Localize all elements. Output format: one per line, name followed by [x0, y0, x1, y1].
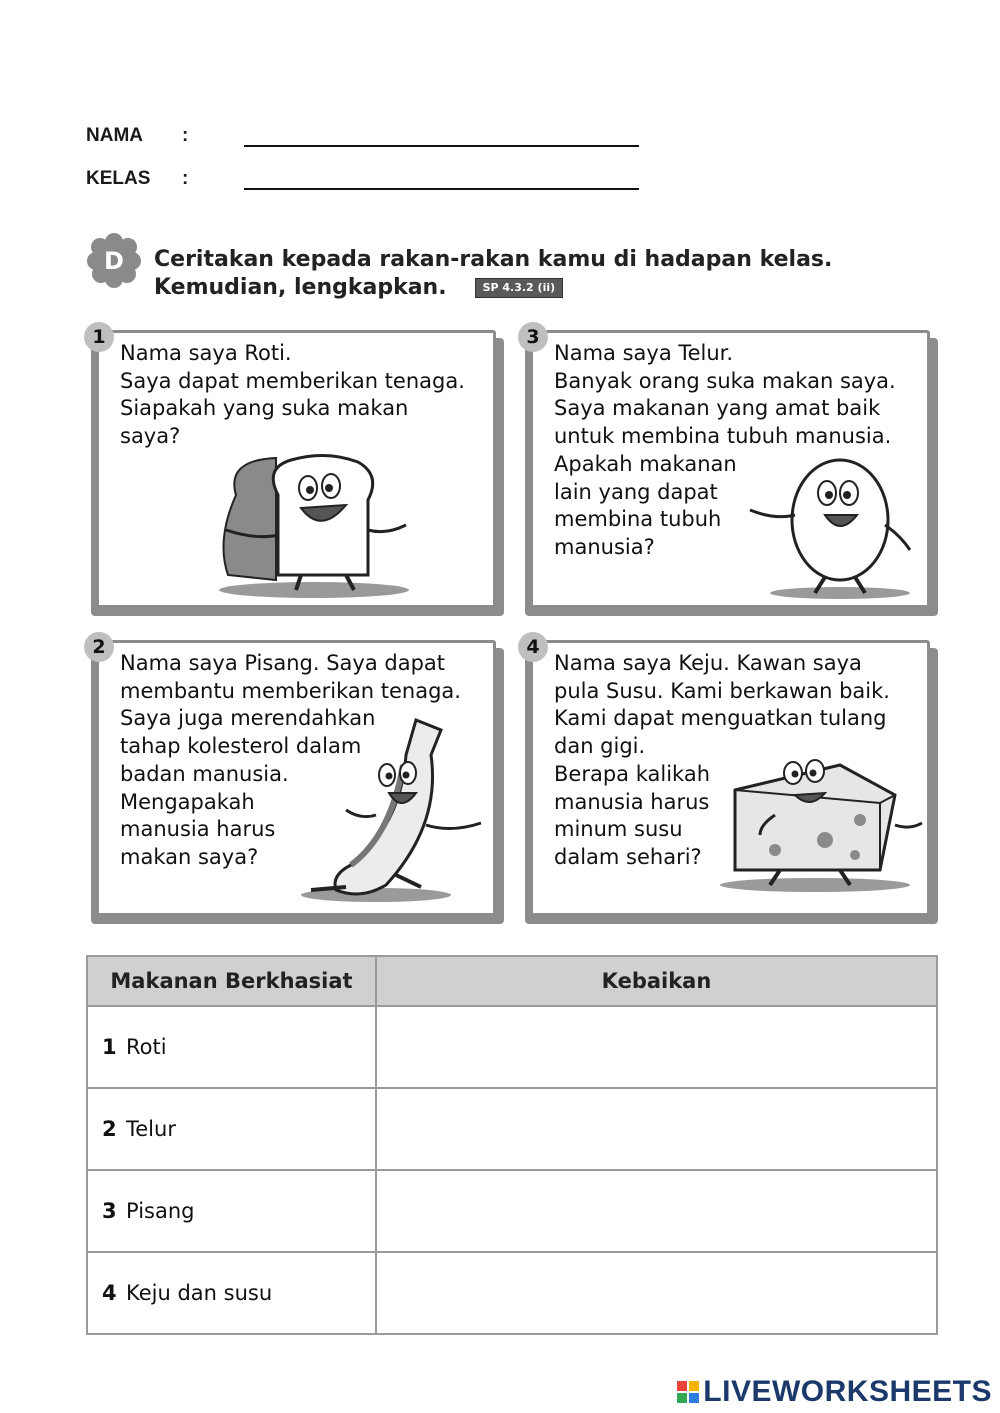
section-letter: D — [104, 247, 124, 275]
table-row — [87, 1006, 937, 1088]
instruction — [154, 246, 832, 302]
row-number: 1 — [102, 1035, 117, 1059]
panel-line: untuk membina tubuh manusia. — [554, 424, 892, 449]
name-input-line[interactable] — [244, 145, 639, 147]
panel-line: minum susu — [554, 817, 683, 842]
row-number: 4 — [102, 1281, 117, 1305]
panel-line: dalam sehari? — [554, 844, 702, 869]
row-number: 3 — [102, 1199, 117, 1223]
table-header-row — [87, 956, 937, 1006]
panel-line: Berapa kalikah — [554, 761, 711, 786]
name-colon: : — [182, 125, 189, 146]
panel-line: Saya dapat memberikan tenaga. — [120, 368, 465, 393]
class-label: KELAS — [86, 168, 151, 189]
liveworksheets-grid-icon — [677, 1381, 699, 1403]
nutrition-table — [86, 955, 938, 1335]
panel-line: Nama saya Keju. Kawan saya — [554, 651, 862, 675]
food-name: Telur — [126, 1117, 176, 1141]
panel-line: lain yang dapat — [554, 479, 718, 504]
panel-line: manusia harus — [554, 789, 710, 814]
panel-line: manusia harus — [120, 817, 276, 842]
panel-line: Siapakah yang suka makan — [120, 396, 409, 421]
panel-line: Saya juga merendahkan — [120, 706, 376, 731]
benefit-answer-field[interactable] — [376, 1006, 937, 1088]
standard-tag: SP 4.3.2 (ii) — [475, 278, 564, 298]
row-number: 2 — [102, 1117, 117, 1141]
panel-number: 1 — [84, 322, 114, 352]
food-cell — [87, 1170, 376, 1252]
table-header-food: Makanan Berkhasiat — [87, 956, 376, 1006]
instruction-line-1: Ceritakan kepada rakan-rakan kamu di hadapan kelas. — [154, 247, 833, 272]
table-row — [87, 1088, 937, 1170]
banana-character-icon — [291, 715, 491, 910]
panel-text — [120, 340, 465, 451]
class-colon: : — [182, 168, 189, 189]
benefit-answer-field[interactable] — [376, 1088, 937, 1170]
panel-line: dan gigi. — [554, 734, 646, 759]
table-header-benefit: Kebaikan — [376, 956, 937, 1006]
instruction-line-2 — [154, 274, 832, 302]
section-badge-icon — [86, 232, 142, 288]
egg-character-icon — [745, 455, 925, 600]
panel-roti — [92, 326, 496, 608]
panel-keju — [526, 636, 930, 916]
food-name: Keju dan susu — [126, 1281, 273, 1305]
food-name: Pisang — [126, 1199, 195, 1223]
table-row — [87, 1252, 937, 1334]
panel-line: tahap kolesterol dalam — [120, 734, 362, 759]
table-row — [87, 1170, 937, 1252]
panel-line: membantu memberikan tenaga. — [120, 678, 461, 703]
panel-number: 4 — [518, 632, 548, 662]
panel-line: Kami dapat menguatkan tulang — [554, 706, 887, 731]
food-cell — [87, 1252, 376, 1334]
panel-line: Banyak orang suka makan saya. — [554, 368, 896, 393]
benefit-answer-field[interactable] — [376, 1252, 937, 1334]
panel-line: saya? — [120, 424, 181, 449]
panel-line: membina tubuh — [554, 507, 722, 532]
class-input-line[interactable] — [244, 188, 639, 190]
instruction-line-2-text: Kemudian, lengkapkan. — [154, 275, 447, 300]
food-cell — [87, 1006, 376, 1088]
panel-line: Apakah makanan — [554, 451, 737, 476]
bread-character-icon — [206, 450, 416, 600]
panel-line: pula Susu. Kami berkawan baik. — [554, 678, 890, 703]
liveworksheets-logo — [677, 1375, 992, 1409]
name-label: NAMA — [86, 125, 143, 146]
liveworksheets-text: LIVEWORKSHEETS — [703, 1375, 992, 1408]
panel-line: Nama saya Telur. — [554, 341, 734, 365]
panel-line: Mengapakah — [120, 789, 255, 814]
panel-line: makan saya? — [120, 844, 259, 869]
food-cell — [87, 1088, 376, 1170]
panel-line: Nama saya Roti. — [120, 341, 292, 365]
panel-number: 2 — [84, 632, 114, 662]
panel-line: badan manusia. — [120, 761, 289, 786]
panel-pisang — [92, 636, 496, 916]
cheese-character-icon — [700, 755, 930, 895]
panel-telur — [526, 326, 930, 608]
panel-number: 3 — [518, 322, 548, 352]
food-name: Roti — [126, 1035, 167, 1059]
panel-line: Nama saya Pisang. Saya dapat — [120, 651, 445, 675]
panel-line: manusia? — [554, 534, 655, 559]
panel-line: Saya makanan yang amat baik — [554, 396, 881, 421]
benefit-answer-field[interactable] — [376, 1170, 937, 1252]
